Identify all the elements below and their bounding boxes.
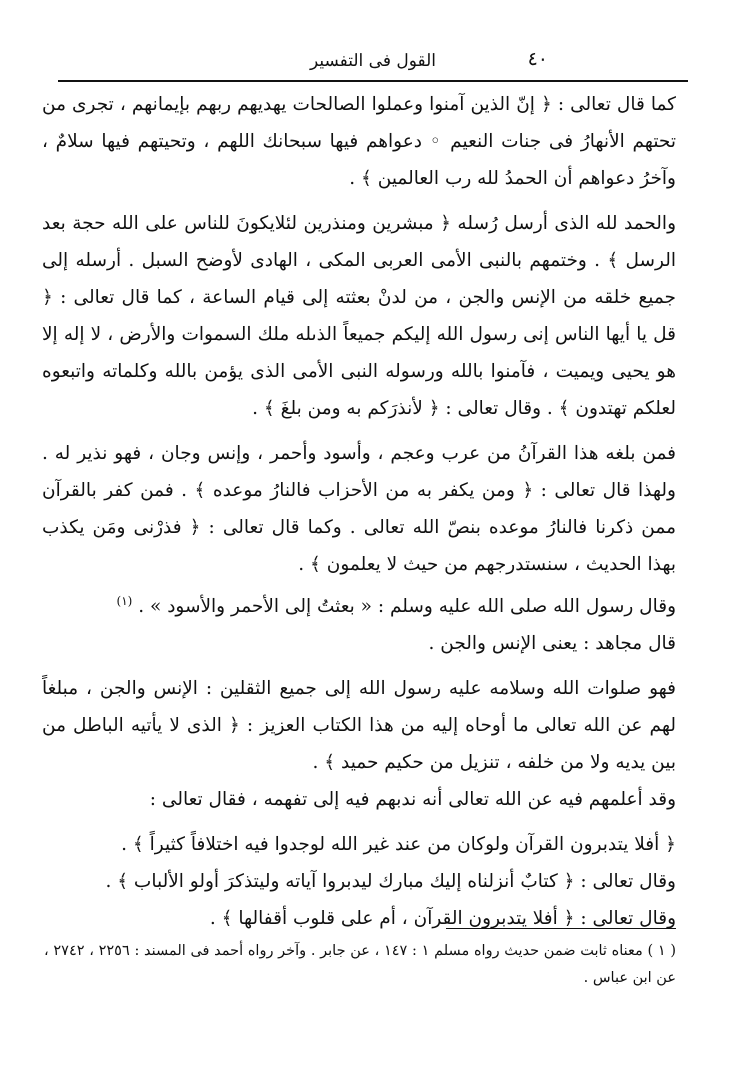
paragraph-2: والحمد لله الذى أرسل رُسله ﴿ مبشرين ومنذرين لئلايكونَ للناس على الله حجة بعد الرسل ﴾ . وختمهم بالنبى الأمى العربى المكى ، الهادى لأوضح السبل . أرسله إلى جميع خلقه من الإنس والجن ، من لدنْ بعثته إلى قيام الساعة ، كما قال تعالى : ﴿ قل يا أيها الناس إنى رسول الله إليكم جميعاً الذىله ملك السموات والأرض ، لا إله إلا هو يحيى ويميت ، فآمنوا بالله ورسوله النبى الأمى الذى يؤمن بالله وكلماته واتبعوه لعلكم تهتدون ﴾ . وقال تعالى : ﴿ لأنذرَكم به ومن بلغَ ﴾ . <box>42 213 676 419</box>
running-title: القول فى التفسير <box>309 51 437 71</box>
paragraph-6: فهو صلوات الله وسلامه عليه رسول الله إلى جميع الثقلين : الإنس والجن ، مبلغاً لهم عن الله تعالى ما أوحاه إليه من هذا الكتاب العزيز : ﴿ الذى لا يأتيه الباطل من بين يديه ولا من خلفه ، تنزيل من حكيم حميد ﴾ . <box>42 678 676 774</box>
paragraph-7: وقد أعلمهم فيه عن الله تعالى أنه ندبهم فيه إلى تفهمه ، فقال تعالى : <box>149 789 676 811</box>
paragraph-4 <box>42 583 676 625</box>
page-number: ٤٠ <box>527 48 548 70</box>
footnote-rule <box>446 928 676 929</box>
paragraph-3: فمن بلغه هذا القرآنُ من عرب وعجم ، وأسود وأحمر ، وإنس وجان ، فهو نذير له . ولهذا قال تعالى : ﴿ ومن يكفر به من الأحزاب فالنارُ موعده ﴾ . فمن كفر بالقرآن ممن ذكرنا فالنارُ موعده بنصّ الله تعالى . وكما قال تعالى : ﴿ فذرْنى ومَن يكذب بهذا الحديث ، سنستدرجهم من حيث لا يعلمون ﴾ . <box>42 443 676 575</box>
paragraph-5: قال مجاهد : يعنى الإنس والجن . <box>428 633 676 655</box>
paragraph-10: وقال تعالى : ﴿ أفلا يتدبرون القرآن ، أم على قلوب أقفالها ﴾ . <box>209 908 676 930</box>
paragraph-8: ﴿ أفلا يتدبرون القرآن ولوكان من عند غير الله لوجدوا فيه اختلافاً كثيراً ﴾ . <box>121 834 676 856</box>
footnote: ( ١ ) معناه ثابت ضمن حديث رواه مسلم ١ : ١٤٧ ، عن جابر . وآخر رواه أحمد فى المسند : ٢٢٥٦ ، ٢٧٤٢ ، عن ابن عباس . <box>44 943 676 986</box>
page-header <box>60 44 686 78</box>
page-body <box>42 86 676 937</box>
footnote-marker: (١) <box>116 594 133 608</box>
hadith-text: وقال رسول الله صلى الله عليه وسلم : « بعثتُ إلى الأحمر والأسود » . <box>138 596 676 618</box>
paragraph-9: وقال تعالى : ﴿ كتابٌ أنزلناه إليك مبارك ليدبروا آياته وليتذكرَ أولو الألباب ﴾ . <box>105 871 676 893</box>
paragraph-1: كما قال تعالى : ﴿ إنّ الذين آمنوا وعملوا الصالحات يهديهم ربهم بإيمانهم ، تجرى من تحتهم الأنهارُ فى جنات النعيم ◦ دعواهم فيها سبحانك اللهم ، وتحيتهم فيها سلامٌ ، وآخرُ دعواهم أن الحمدُ لله رب العالمين ﴾ . <box>42 94 676 189</box>
header-rule <box>58 80 688 82</box>
